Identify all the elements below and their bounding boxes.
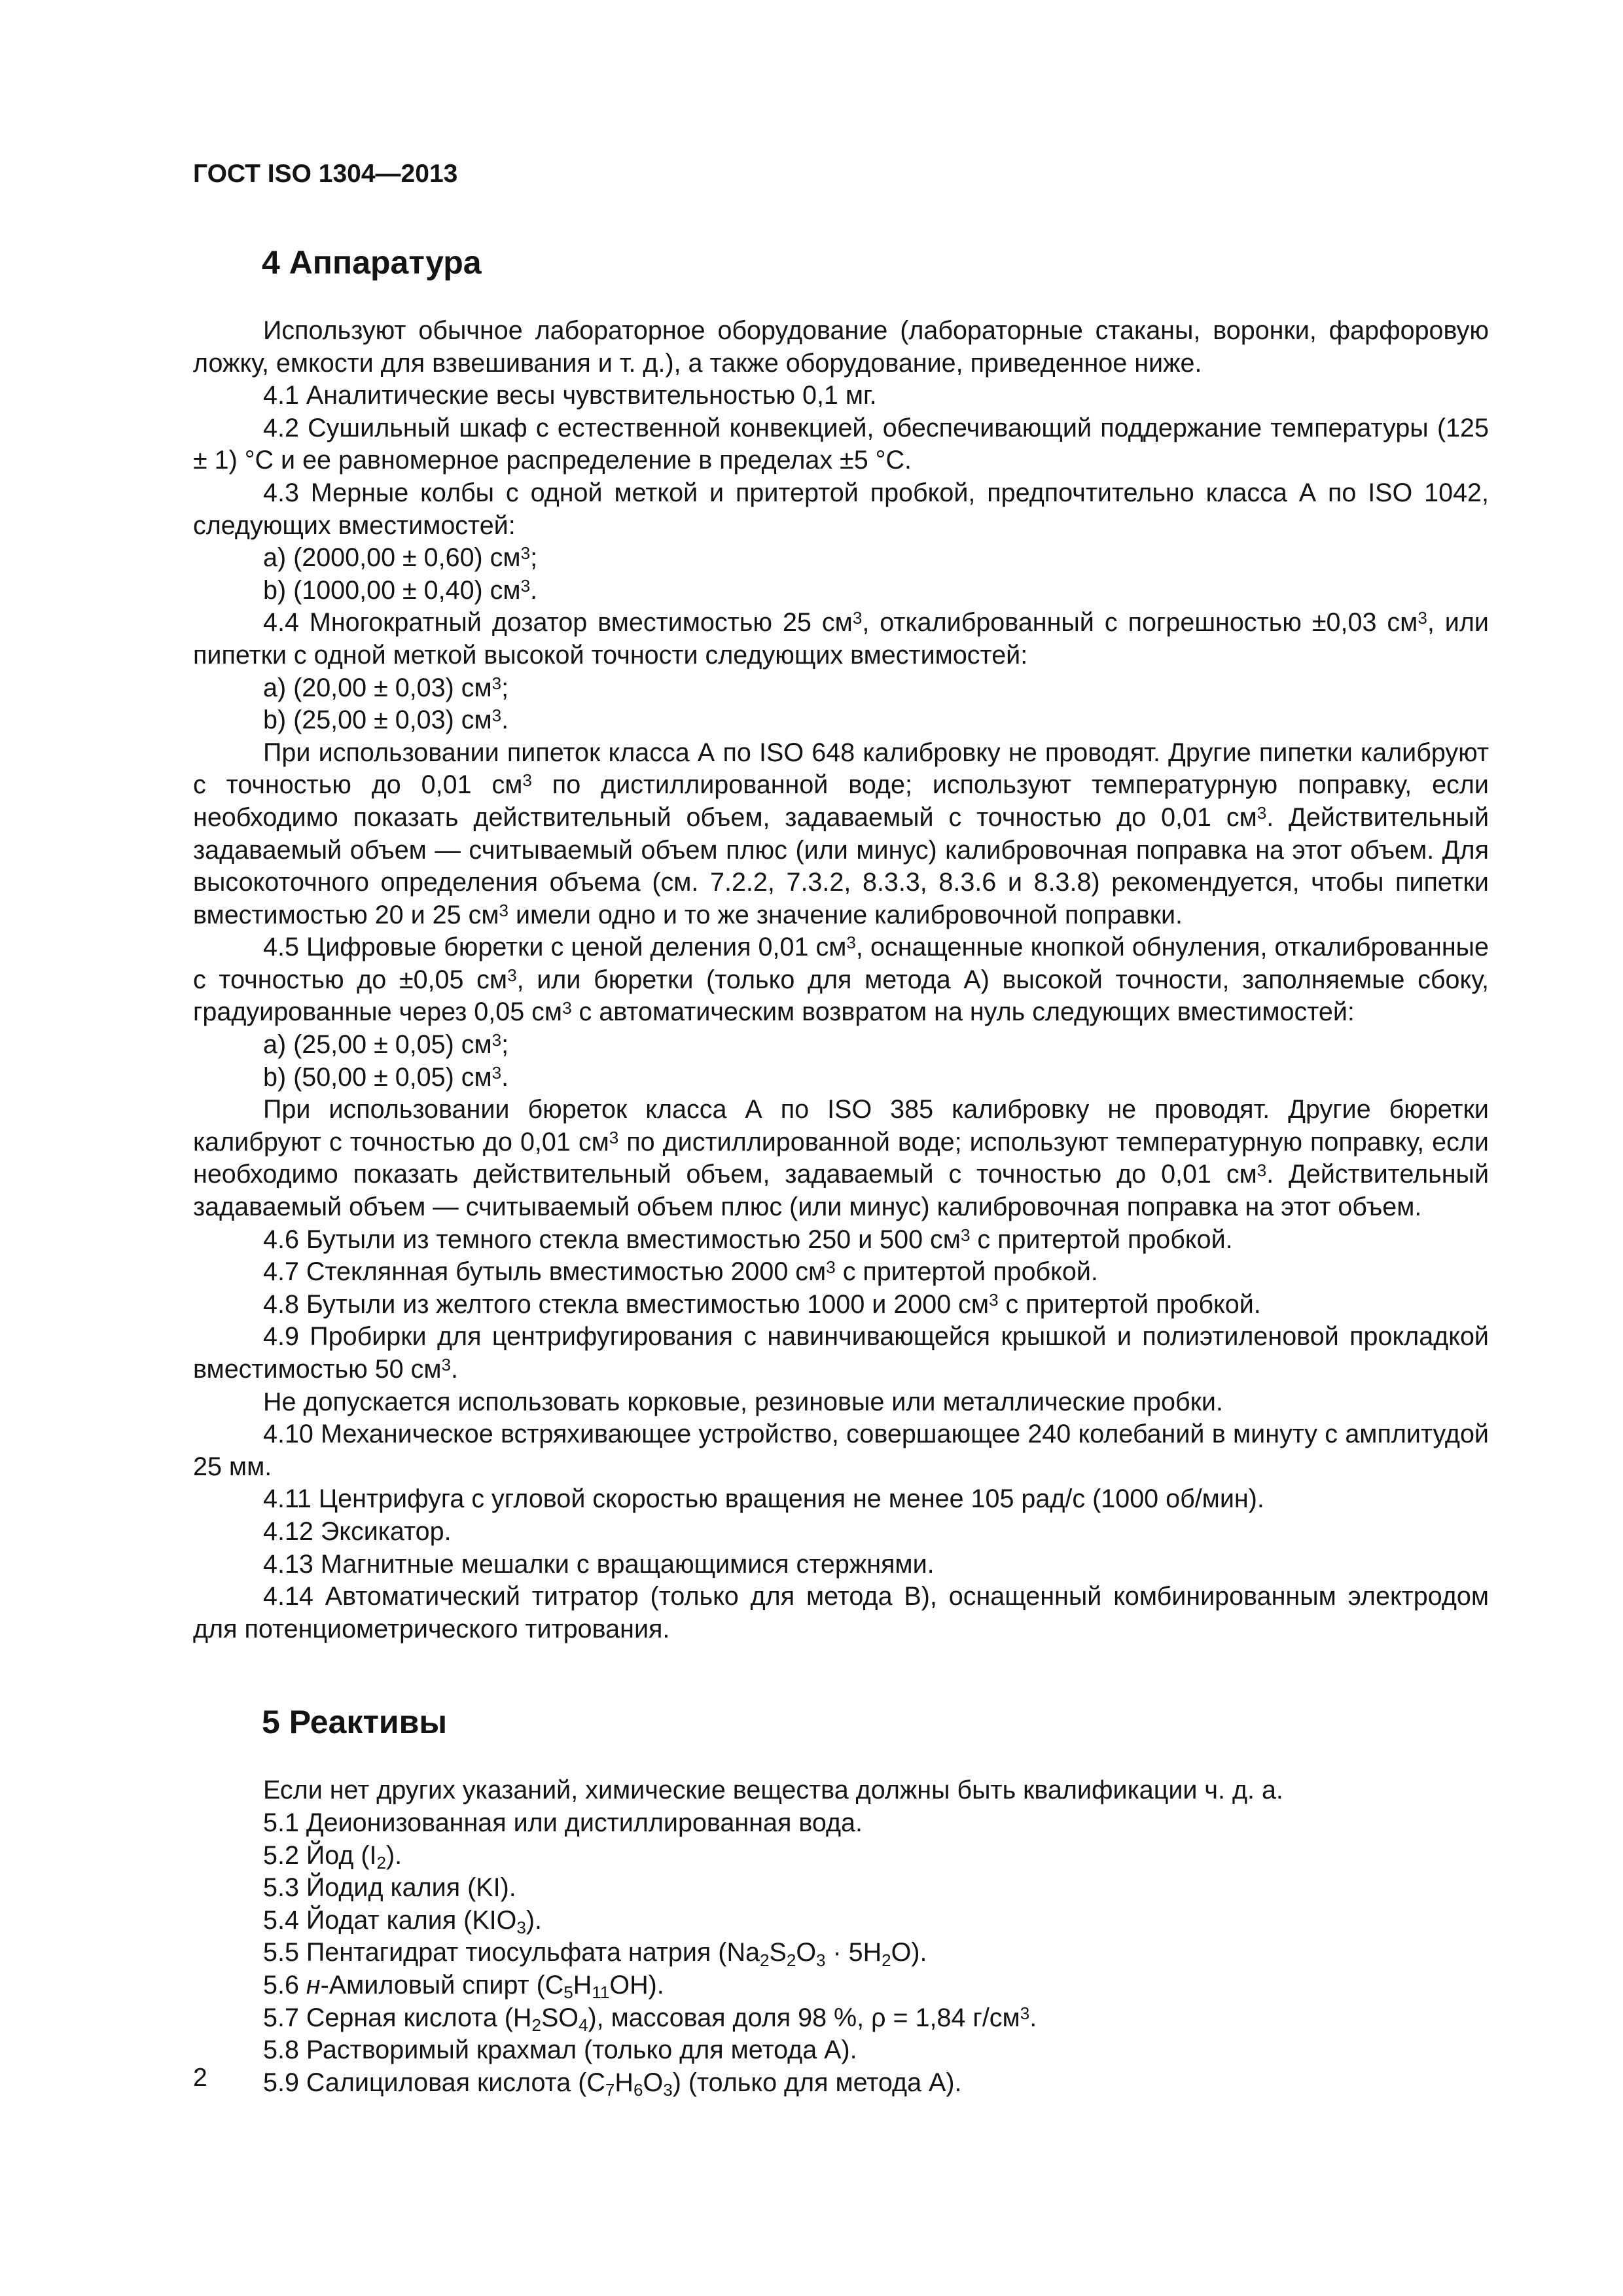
item-5-3: 5.3 Йодид калия (KI).	[263, 1873, 516, 1903]
item-4-4-b: b) (25,00 ± 0,03) $см^3$.	[263, 706, 509, 735]
item-4-14: 4.14 Автоматический титратор (только для метода В), оснащенный комбинированным электродом для потенциометрического титрования.	[193, 1582, 1489, 1643]
item-4-8: 4.8 Бутыли из желтого стекла вместимостью 1000 и 2000 $см^3$ с притертой пробкой.	[263, 1289, 1261, 1319]
item-4-12: 4.12 Эксикатор.	[263, 1516, 452, 1546]
page-body	[193, 154, 1489, 2099]
item-5-4: 5.4 Йодат калия $(KIO_3)$.	[263, 1905, 543, 1938]
section-4-heading: 4 Аппаратура	[262, 244, 482, 281]
item-4-3-a: а) (2000,00 ± 0,60) $см^3$;	[263, 543, 538, 573]
item-4-5: 4.5 Цифровые бюретки с ценой деления 0,01 $см^3$, оснащенные кнопкой обнуления, откалиброванные с точностью до ±0,05 $см^3$, или бюретки (только для метода А) высокой точности, заполняемые сбоку, градуированные через 0,05 $см^3$ с автоматическим возвратом на нуль следующих вместимостей:	[193, 933, 1489, 1027]
burette-calibration-paragraph: При использовании бюреток класса А по ISO 385 калибровку не проводят. Другие бюретки калибруют с точностью до 0,01 $см^3$ по дистиллированной воде; используют температурную поправку, если необходимо показать действительный объем, задаваемый с точностью до 0,01 $см^3$. Действительный задаваемый объем — считываемый объем плюс (или минус) калибровочная поправка на этот объем.	[193, 1095, 1489, 1222]
item-4-5-b: b) (50,00 ± 0,05) $см^3$.	[263, 1062, 509, 1092]
item-4-13: 4.13 Магнитные мешалки с вращающимися стержнями.	[263, 1549, 935, 1579]
item-5-8: 5.8 Растворимый крахмал (только для метода А).	[263, 2036, 857, 2065]
section-4-intro: Используют обычное лабораторное оборудование (лабораторные стаканы, воронки, фарфоровую ложку, емкости для взвешивания и т. д.), а также оборудование, приведенное ниже.	[193, 316, 1489, 378]
item-5-9: 5.9 Салициловая кислота $(C_7H_6O_3)$ (только для метода А).	[263, 2068, 962, 2100]
pipette-calibration-paragraph: При использовании пипеток класса А по ISO 648 калибровку не проводят. Другие пипетки калибруют с точностью до 0,01 $см^3$ по дистиллированной воде; используют температурную поправку, если необходимо показать действительный объем, задаваемый с точностью до 0,01 $см^3$. Действительный задаваемый объем — считываемый объем плюс (или минус) калибровочная поправка на этот объем. Для высокоточного определения объема (см. 7.2.2, 7.3.2, 8.3.3, 8.3.6 и 8.3.8) рекомендуется, чтобы пипетки вместимостью 20 и 25 $см^3$ имели одно и то же значение калибровочной поправки.	[193, 738, 1489, 929]
item-5-5: 5.5 Пентагидрат тиосульфата натрия $(Na_2S_2O_3 \cdot 5H_2O)$.	[263, 1938, 927, 1970]
document-code: ГОСТ ISO 1304—2013	[193, 160, 458, 188]
item-5-1: 5.1 Деионизованная или дистиллированная вода.	[263, 1808, 863, 1837]
section-5-heading: 5 Реактивы	[262, 1704, 448, 1741]
item-5-2: 5.2 Йод $(I_2)$.	[263, 1840, 402, 1873]
item-4-4: 4.4 Многократный дозатор вместимостью 25 $см^3$, откалиброванный с погрешностью ±0,03 $см^3$, или пипетки с одной меткой высокой точности следующих вместимостей:	[193, 608, 1489, 670]
corks-note: Не допускается использовать корковые, резиновые или металлические пробки.	[263, 1387, 1223, 1416]
item-4-3: 4.3 Мерные колбы с одной меткой и притертой пробкой, предпочтительно класса А по ISO 1042, следующих вместимостей:	[193, 478, 1489, 540]
item-4-3-b: b) (1000,00 ± 0,40) $см^3$.	[263, 575, 538, 605]
item-4-1: 4.1 Аналитические весы чувствительностью 0,1 мг.	[263, 381, 877, 410]
item-4-9: 4.9 Пробирки для центрифугирования с навинчивающейся крышкой и полиэтиленовой прокладкой вместимостью 50 $см^3$.	[193, 1322, 1489, 1384]
section-5-intro: Если нет других указаний, химические вещества должны быть квалификации ч. д. а.	[263, 1776, 1283, 1805]
item-4-5-a: а) (25,00 ± 0,05) $см^3$;	[263, 1030, 509, 1060]
item-5-7: 5.7 Серная кислота $(H_2SO_4)$, массовая доля 98 %, ρ = 1,84 $г/см^3$.	[263, 2003, 1037, 2035]
item-4-10: 4.10 Механическое встряхивающее устройство, совершающее 240 колебаний в минуту с амплитудой 25 мм.	[193, 1420, 1489, 1481]
item-4-2: 4.2 Сушильный шкаф с естественной конвекцией, обеспечивающий поддержание температуры (125 ± 1) °С и ее равномерное распределение в пределах ±5 °С.	[193, 413, 1489, 475]
item-4-4-a: а) (20,00 ± 0,03) $см^3$;	[263, 673, 509, 702]
item-4-7: 4.7 Стеклянная бутыль вместимостью 2000 $см^3$ с притертой пробкой.	[263, 1257, 1098, 1287]
page-number: 2	[193, 2064, 207, 2092]
item-5-6: 5.6 н-Амиловый спирт $(C_5H_{11}OH)$.	[263, 1970, 664, 2003]
item-4-11: 4.11 Центрифуга с угловой скоростью вращения не менее 105 рад/с (1000 об/мин).	[263, 1484, 1264, 1514]
item-4-6: 4.6 Бутыли из темного стекла вместимостью 250 и 500 $см^3$ с притертой пробкой.	[263, 1225, 1233, 1254]
